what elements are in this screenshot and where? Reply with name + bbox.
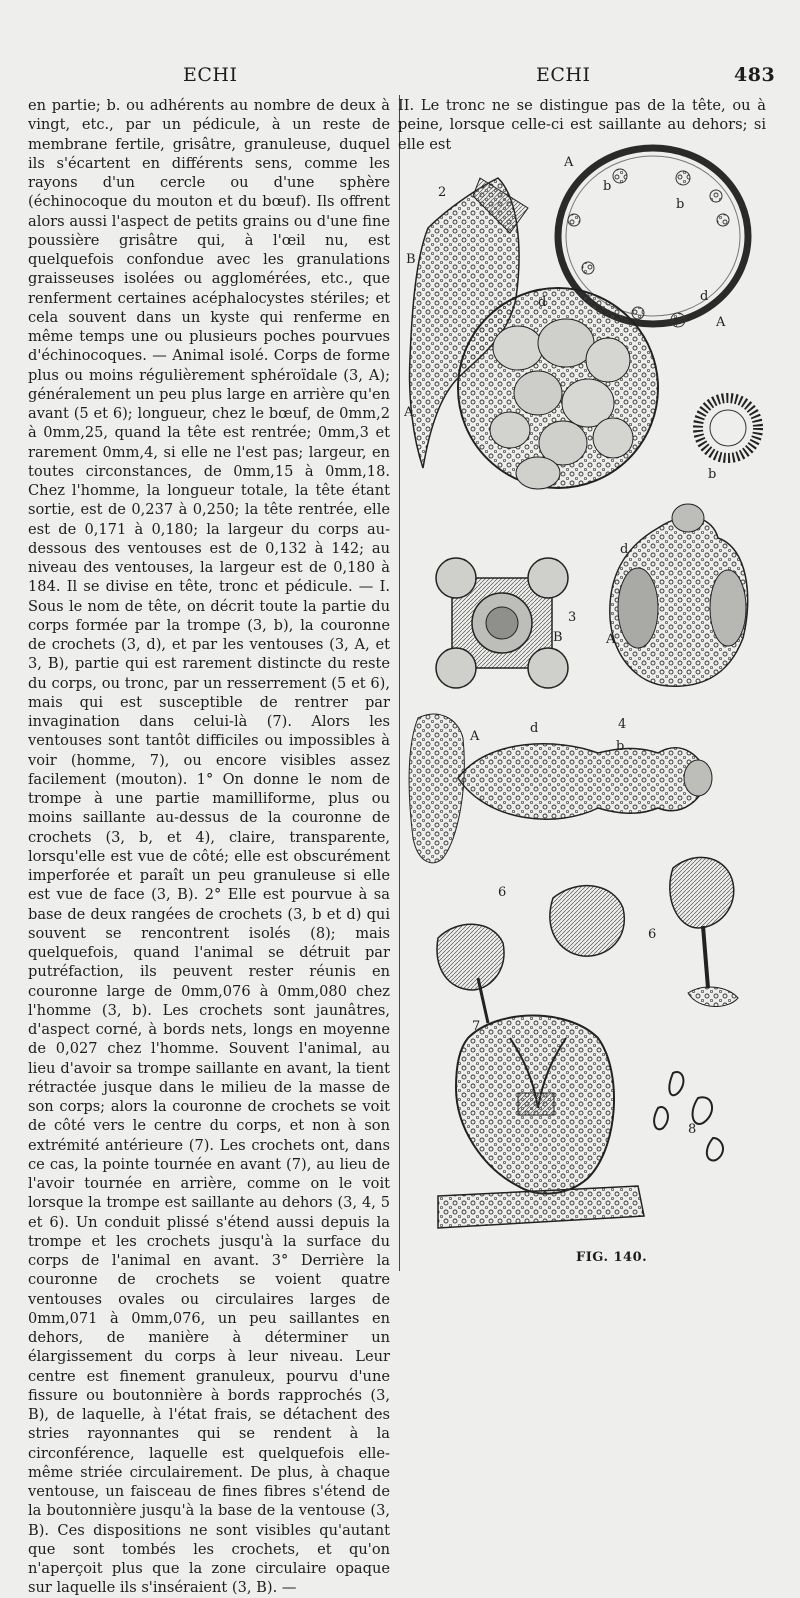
label-B-fig2: B (406, 252, 416, 267)
label-b-fig1: b (603, 179, 612, 194)
figure-illustration (398, 138, 800, 1248)
figure-7-invaginated-body (438, 1016, 644, 1229)
figure-6-heads (437, 857, 738, 1023)
label-figure-6b: 6 (648, 927, 657, 942)
label-b-fig5: b (616, 739, 625, 754)
right-column-text: II. Le tronc ne se distingue pas de la tête, ou à peine, lorsque celle-ci est saillante au dehors; si elle est (398, 97, 766, 153)
label-b-fig3: b (708, 467, 717, 482)
label-d-fig2: d (538, 295, 547, 310)
figure-3B-apical-view (436, 558, 568, 688)
label-d-fig3: d (620, 542, 629, 557)
figure-caption: FIG. 140. (576, 1250, 648, 1265)
figure-3-hook-crown (698, 398, 758, 458)
label-A-fig3A: A (606, 632, 616, 647)
label-figure-3: 3 (568, 610, 577, 625)
label-d-fig1: d (700, 289, 709, 304)
left-column-text: en partie; b. ou adhérents au nombre de deux à vingt, etc., par un pédicule, à un reste de membrane fertile, grisâtre, granuleuse, duquel ils s'écartent en différents sens, comme les rayons d'un cercle ou d'une sphère (échinocoque du mouton et du bœuf). Ils offrent alors aussi l'aspect de petits grains ou d'une fine poussière grisâtre qui, à l'œil nu, est quelquefois confondue avec les granulations graisseuses isolées ou agglomérées, etc., que renferment certaines acéphalocystes stériles; et cela souvent dans un kyste qui renferme en même temps une ou plusieurs poches pourvues d'échinocoques. — Animal isolé. Corps de forme plus ou moins régulièrement sphéroïdale (3, A); généralement un peu plus large en arrière qu'en avant (5 et 6); longueur, chez le bœuf, de 0mm,2 à 0mm,25, quand la tête est rentrée; 0mm,3 et rarement 0mm,4, si elle ne l'est pas; largeur, en toutes circonstances, de 0mm,15 à 0mm,18. Chez l'homme, la longueur totale, la tête étant sortie, est de 0,237 à 0,250; la tête rentrée, elle est de 0,171 à 0,180; la largeur du corps au-dessous des ventouses est de 0,132 à 142; au niveau des ventouses, la largeur est de 0,180 à 184. Il se divise en tête, tronc et pédicule. — I. Sous le nom de tête, on décrit toute la partie du corps formée par la trompe (3, b), la couronne de crochets (3, d), et par les ventouses (3, A, et 3, B), partie qui est rarement distincte du reste du corps, ou tronc, par un resserrement (5 et 6), mais qui est susceptible de rentrer par invagination dans celui-là (7). Alors les ventouses sont tantôt difficiles ou impossibles à voir (homme, 7), ou encore visibles assez facilement (mouton). 1° On donne le nom de trompe à une partie mamilliforme, plus ou moins saillante au-dessus de la couronne de crochets (3, b, et 4), claire, transparente, lorsqu'elle est vue de côté; elle est obscurément imperforée et paraît un peu granuleuse si elle est vue de face (3, B). 2° Elle est pourvue à sa base de deux rangées de crochets (3, b et d) qui souvent se rencontrent isolés (8); mais quelquefois, quand l'animal se détruit par putréfaction, ils peuvent rester réunis en couronne large de 0mm,076 à 0mm,080 chez l'homme (3, b). Les crochets sont jaunâtres, d'aspect corné, à bords nets, longs en moyenne de 0,027 chez l'homme. Souvent l'animal, au lieu d'avoir sa trompe saillante en avant, la tient rétractée jusque dans le milieu de la masse de son corps; alors la couronne de crochets se voit de côté vers le centre du corps, et non à son extrémité antérieure (7). Les crochets ont, dans ce cas, la pointe tournée en avant (7), au lieu de l'avoir tournée en arrière, comme on le voit lorsque la trompe est saillante au dehors (3, 4, 5 et 6). Un conduit plissé s'étend aussi depuis la trompe et les crochets jusqu'à la surface du corps de l'animal en avant. 3° Derrière la couronne de crochets se voient quatre ventouses ovales ou circulaires larges de 0mm,071 à 0mm,076, un peu saillantes en dehors, de manière à déterminer un élargissement du corps à leur niveau. Leur centre est finement granuleux, pourvu d'une fissure ou boutonnière à bords rapprochés (3, B), de laquelle, à l'état frais, se détachent des stries rayonnantes qui se rendent à la circonférence, laquelle est quelquefois elle-même striée circulairement. De plus, à chaque ventouse, un faisceau de fines fibres s'étend de la boutonnière jusqu'à la base de la ventouse (3, B). Ces dispositions ne sont visibles qu'autant que sont tombés les crochets, et qu'on n'aperçoit plus que la zone circulaire opaque sur laquelle ils s'inséraient (3, B). — (28, 97, 390, 1597)
label-figure-2: 2 (438, 185, 447, 200)
label-A-fig5: A (470, 729, 480, 744)
label-figure-4: 4 (618, 717, 627, 732)
page-number: 483 (734, 64, 776, 86)
figure-2-granular-mass (410, 178, 658, 489)
figure-140 (398, 138, 800, 1268)
left-column (28, 96, 390, 1598)
figure-3A-side-view (610, 504, 748, 686)
label-b2-fig1: b (676, 197, 685, 212)
label-A-fig1: A (564, 155, 574, 170)
label-figure-6a: 6 (498, 885, 507, 900)
label-figure-8: 8 (688, 1122, 697, 1137)
running-head-center: ECHI (536, 64, 591, 86)
figure-8-isolated-hooks (654, 1072, 723, 1160)
label-figure-7: 7 (472, 1019, 481, 1034)
label-d-fig5: d (530, 721, 539, 736)
running-head-left: ECHI (183, 64, 238, 86)
figure-5-elongated-body (409, 714, 712, 863)
label-A-fig2: A (404, 405, 414, 420)
label-B-fig3B: B (553, 630, 563, 645)
label-A2-fig1: A (716, 315, 726, 330)
page-header (0, 64, 800, 92)
